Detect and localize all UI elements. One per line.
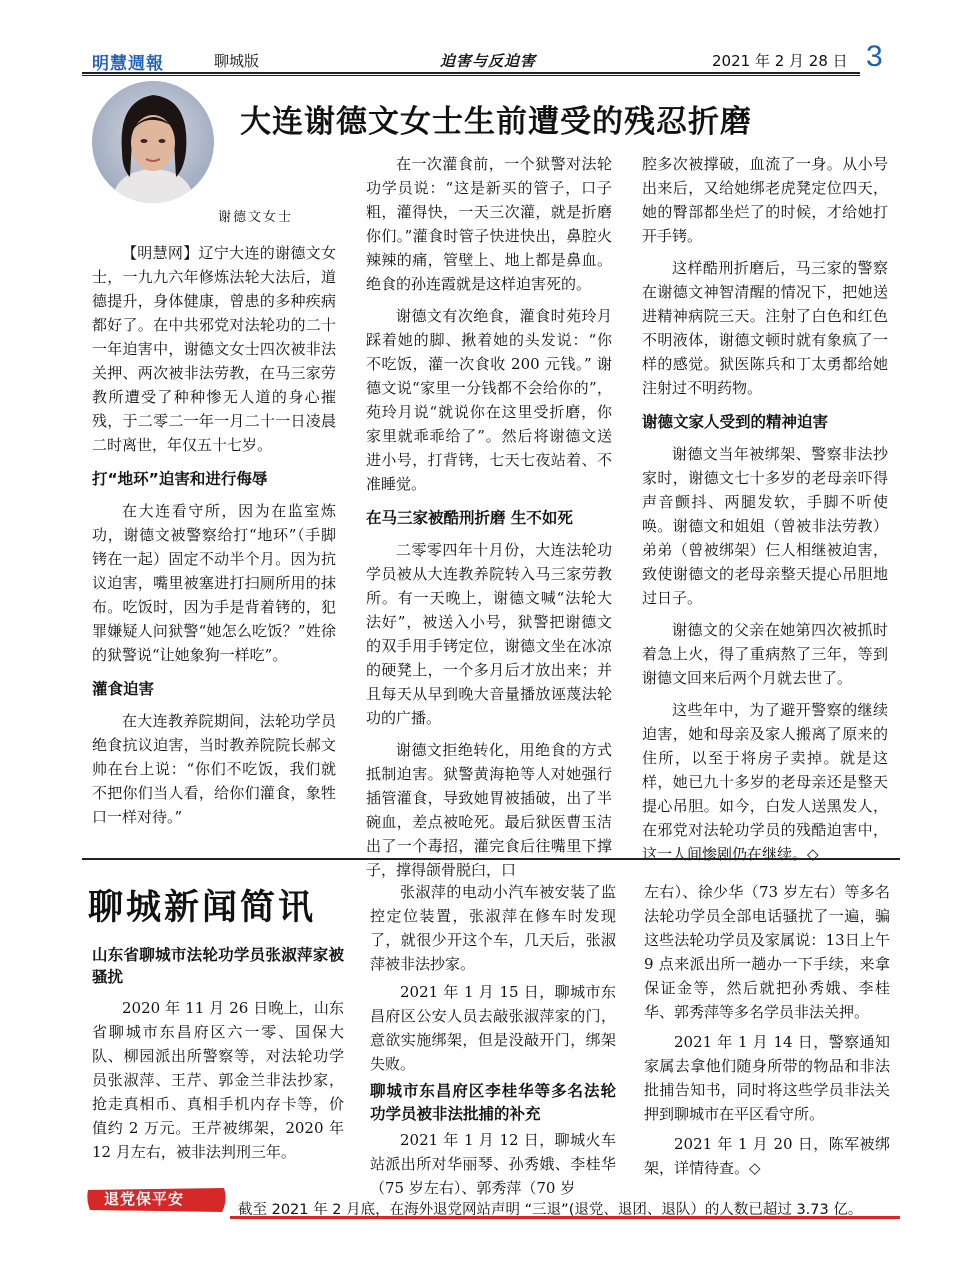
article-column-1 — [92, 241, 336, 829]
article-subheading: 在马三家被酷刑折磨 生不如死 — [366, 509, 573, 527]
header-rule-secondary — [82, 75, 860, 76]
news-paragraph: 左右）、徐少华（73 岁左右）等多名法轮功学员全部电话骚扰了一遍，骗这些法轮功学员及家属说：13日上午 9 点来派出所一趟办一下手续，来拿保证金等，然后就把孙秀娥、李桂华、郭秀萍等多名学员非法关押。 — [644, 883, 890, 1021]
article-paragraph: 谢德文的父亲在她第四次被抓时着急上火，得了重病熬了三年，等到谢德文回来后两个月就去世了。 — [642, 621, 888, 687]
news-section-title: 聊城新闻简讯 — [88, 888, 317, 928]
news-column-2 — [370, 880, 616, 1200]
news-paragraph: 2021 年 1 月 14 日，警察通知家属去拿他们随身所带的物品和非法批捕告知书，同时将这些学员非法关押到聊城市在平区看守所。 — [644, 1033, 890, 1123]
news-paragraph: 张淑萍的电动小汽车被安装了监控定位装置，张淑萍在修车时发现了，就很少开这个车，几天后，张淑萍被非法抄家。 — [370, 883, 616, 973]
portrait-photo — [92, 81, 214, 203]
article-paragraph: 谢德文有次绝食，灌食时苑玲月踩着她的脚、揪着她的头发说：“你不吃饭，灌一次食收 200 元钱。” 谢德文说“家里一分钱都不会给你的”，苑玲月说“就说你在这里受折磨，你家里就乖乖给了”。然后将谢德文送进小号，打背铐，七天七夜站着、不准睡觉。 — [366, 307, 612, 493]
footer-statement: 截至 2021 年 2 月底，在海外退党网站声明 “三退”(退党、退团、退队）的人数已超过 3.73 亿。 — [238, 1202, 863, 1218]
article-paragraph: 在大连教养院期间，法轮功学员绝食抗议迫害，当时教养院院长郝文帅在台上说：“你们不吃饭，我们就不把你们当人看，给你们灌食，象牲口一样对待。” — [92, 712, 336, 826]
article-paragraph: 在大连看守所，因为在监室炼功，谢德文被警察给打“地环”（手脚铐在一起）固定不动半个月。因为抗议迫害，嘴里被塞进打扫厕所用的抹布。吃饭时，因为手是背着铐的，犯罪嫌疑人问狱警“她怎么吃饭？”姓徐的狱警说“让她象狗一样吃”。 — [92, 502, 336, 664]
news-paragraph: 2020 年 11 月 26 日晚上，山东省聊城市东昌府区六一零、国保大队、柳园派出所警察等，对法轮功学员张淑萍、王芹、郭金兰非法抄家，抢走真相币、真相手机内存卡等，价值约 2 万元。王芹被绑架，2020 年 12 月左右，被非法判刑三年。 — [92, 999, 344, 1161]
news-paragraph: 2021 年 1 月 15 日，聊城市东昌府区公安人员去敲张淑萍家的门，意欲实施绑架，但是没敲开门，绑架失败。 — [370, 983, 616, 1073]
article-subheading: 灌食迫害 — [92, 680, 155, 698]
news-column-3 — [644, 880, 890, 1180]
article-paragraph: 腔多次被撑破，血流了一身。从小号出来后，又给她绑老虎凳定位四天，她的臀部都坐烂了的时候，才给她打开手铐。 — [642, 155, 888, 245]
header-rule — [82, 72, 860, 74]
article-paragraph: 谢德文拒绝转化，用绝食的方式抵制迫害。狱警黄海艳等人对她强行插管灌食，导致她胃被插破，出了半碗血，差点被呛死。最后狱医曹玉洁出了一个毒招，灌完食后往嘴里下撑子，撑得颌骨脱臼，口 — [366, 741, 612, 879]
newspaper-brand: 明慧週報 — [92, 54, 164, 74]
quit-party-badge — [84, 1186, 230, 1214]
news-paragraph: 2021 年 1 月 12 日，聊城火车站派出所对华丽琴、孙秀娥、李桂华（75 岁左右）、郭秀萍（70 岁 — [370, 1131, 616, 1197]
badge-label: 退党保平安 — [104, 1190, 185, 1208]
article-subheading: 打“地环”迫害和进行侮辱 — [92, 470, 268, 488]
article-paragraph: 二零零四年十月份，大连法轮功学员被从大连教养院转入马三家劳教所。有一天晚上，谢德文喊“法轮大法好”，被送入小号，狱警把谢德文的双手用手铐定位，谢德文坐在冰凉的硬凳上，一个多月后才放出来；并且每天从早到晚大音量播放诬蔑法轮功的广播。 — [366, 541, 612, 727]
edition-label: 聊城版 — [214, 52, 260, 70]
article-paragraph: 谢德文当年被绑架、警察非法抄家时，谢德文七十多岁的老母亲吓得声音颤抖、两腿发软，手脚不听使唤。谢德文和姐姐（曾被非法劳教）弟弟（曾被绑架）仨人相继被迫害，致使谢德文的老母亲整天提心吊胆地过日子。 — [642, 445, 888, 607]
article-headline: 大连谢德文女士生前遭受的残忍折磨 — [240, 104, 752, 140]
issue-date: 2021 年 2 月 28 日 — [712, 52, 848, 70]
section-title: 迫害与反迫害 — [440, 52, 537, 70]
page-number: 3 — [866, 40, 883, 73]
article-paragraph: 这些年中，为了避开警察的继续迫害，她和母亲及家人搬离了原来的住所，以至于将房子卖掉。就是这样，她已九十多岁的老母亲还是整天提心吊胆。如今，白发人送黑发人，在邪党对法轮功学员的残酷迫害中，这一人间惨剧仍在继续。◇ — [642, 701, 888, 863]
article-paragraph: 【明慧网】辽宁大连的谢德文女士，一九九六年修炼法轮大法后，道德提升，身体健康，曾患的多种疾病都好了。在中共邪党对法轮功的二十一年迫害中，谢德文女士四次被非法关押、两次被非法劳教，在马三家劳教所遭受了种种惨无人道的身心摧残，于二零二一年一月二十一日凌晨二时离世，年仅五十七岁。 — [92, 244, 336, 454]
news-column-1 — [92, 944, 344, 1164]
news-subheading: 聊城市东昌府区李桂华等多名法轮功学员被非法批捕的补充 — [370, 1082, 616, 1123]
news-paragraph: 2021 年 1 月 20 日，陈军被绑架，详情待查。◇ — [644, 1135, 890, 1177]
section-divider — [82, 858, 900, 860]
article-subheading: 谢德文家人受到的精神迫害 — [642, 413, 829, 431]
article-paragraph: 在一次灌食前，一个狱警对法轮功学员说：“这是新买的管子，口子粗，灌得快，一天三次灌，就是折磨你们。”灌食时管子快进快出，鼻腔火辣辣的痛，管壁上、地上都是鼻血。绝食的孙连霞就是这样迫害死的。 — [366, 155, 612, 293]
photo-caption: 谢德文女士 — [218, 210, 294, 225]
news-subheading: 山东省聊城市法轮功学员张淑萍家被骚扰 — [92, 946, 344, 986]
article-column-2 — [366, 152, 612, 882]
article-column-3 — [642, 152, 888, 866]
article-paragraph: 这样酷刑折磨后，马三家的警察在谢德文神智清醒的情况下，把她送进精神病院三天。注射了白色和红色不明液体，谢德文顿时就有象疯了一样的感觉。狱医陈兵和丁太勇都给她注射过不明药物。 — [642, 259, 888, 397]
